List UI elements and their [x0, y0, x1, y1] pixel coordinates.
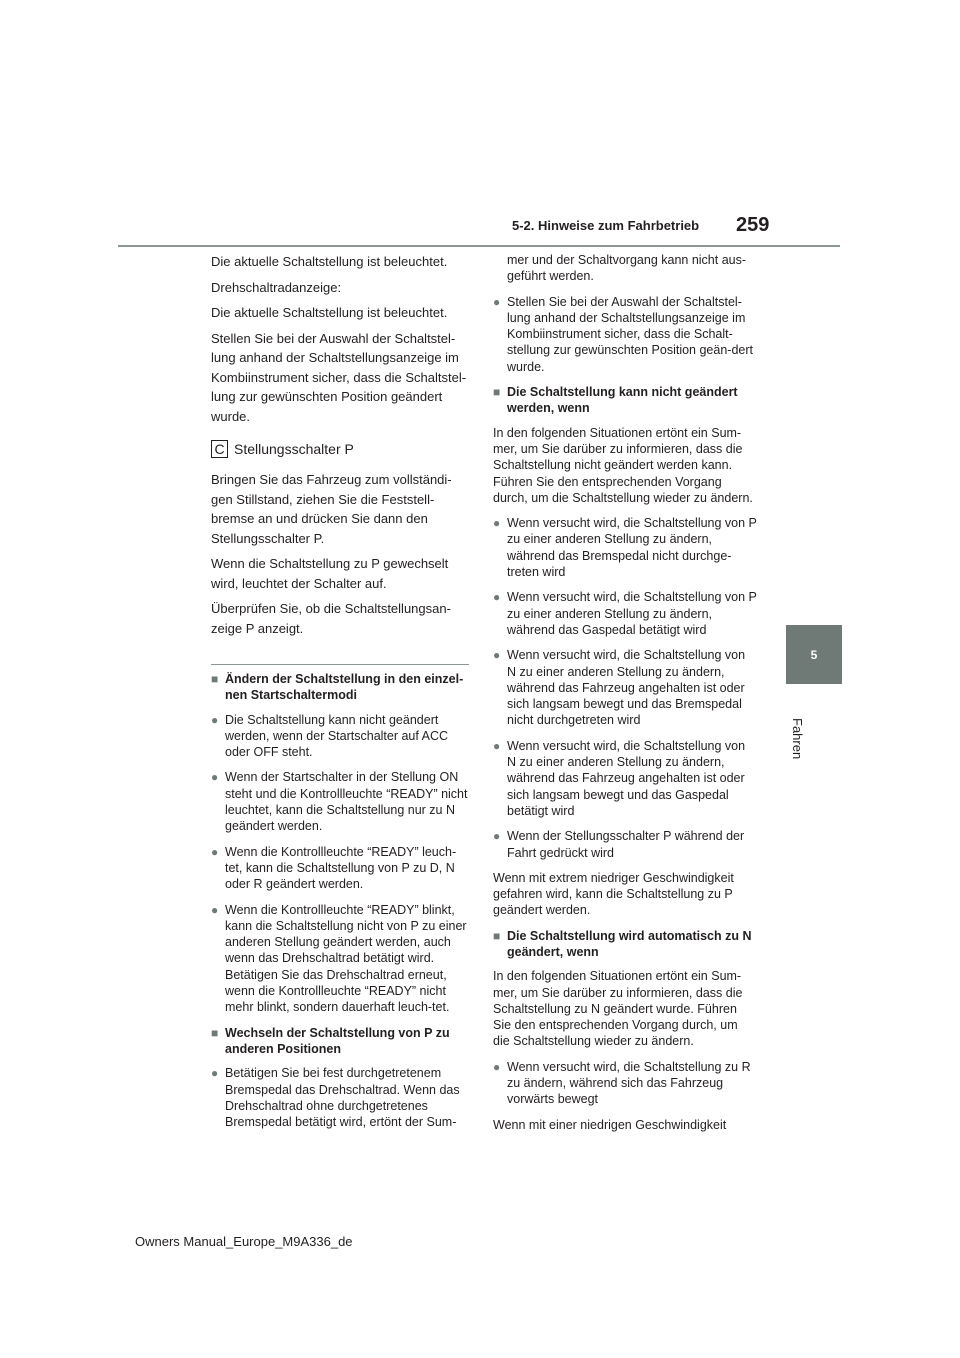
header-section-title: 5-2. Hinweise zum Fahrbetrieb	[512, 218, 700, 233]
section-divider	[211, 664, 469, 665]
subheading	[211, 671, 469, 704]
bullet-text: Wenn versucht wird, die Schaltstellung von N zu einer anderen Stellung zu ändern, während das Fahrzeug angehalten ist oder sich langsam bewegt und das Bremspedal nicht durchgetreten wird	[507, 648, 746, 728]
circle-bullet-icon: ●	[493, 590, 501, 605]
square-bullet-icon: ■	[211, 1025, 219, 1040]
circle-bullet-icon: ●	[211, 1066, 219, 1081]
bullet-item	[493, 589, 757, 638]
circle-bullet-icon: ●	[493, 516, 501, 531]
intro-paragraph: Die aktuelle Schaltstellung ist beleuchtet.	[211, 305, 448, 320]
plain-paragraph: In den folgenden Situationen ertönt ein Sum-mer, um Sie darüber zu informieren, dass die Schaltstellung nicht geändert werden kann. Führen Sie den entsprechenden Vorgang durch, um die Schaltstellung wieder zu ändern.	[493, 425, 753, 505]
circle-bullet-icon: ●	[493, 829, 501, 844]
bullet-text: Wenn versucht wird, die Schaltstellung zu R zu ändern, während sich das Fahrzeug vorwärts bewegt	[507, 1059, 751, 1107]
plain-paragraph: Wenn mit extrem niedriger Geschwindigkeit gefahren wird, kann die Schaltstellung zu P geändert werden.	[493, 870, 734, 918]
section-c-title: Stellungsschalter P	[234, 441, 354, 457]
bullet-text: Wenn versucht wird, die Schaltstellung von P zu einer anderen Stellung zu ändern, während das Bremspedal nicht durchge-treten wird	[507, 516, 757, 580]
bullet-item	[493, 294, 757, 375]
bullet-text: Die Schaltstellung kann nicht geändert werden, wenn der Startschalter auf ACC oder OFF steht.	[225, 712, 449, 760]
chapter-number: 5	[810, 647, 818, 662]
footer-text: Owners Manual_Europe_M9A336_de	[135, 1234, 353, 1249]
bullet-text: Wenn der Startschalter in der Stellung ON steht und die Kontrollleuchte “READY” nicht leuchtet, kann die Schaltstellung nur zu N geändert werden.	[225, 770, 468, 834]
square-bullet-icon: ■	[493, 385, 501, 400]
subheading	[211, 1025, 469, 1058]
bullet-item	[493, 738, 757, 819]
subheading-text: Die Schaltstellung kann nicht geändert werden, wenn	[507, 385, 738, 416]
chapter-label: Fahren	[790, 718, 805, 760]
section-c-paragraph: Wenn die Schaltstellung zu P gewechselt wird, leuchtet der Schalter auf.	[211, 556, 449, 591]
intro-paragraph: Stellen Sie bei der Auswahl der Schaltstel-lung anhand der Schaltstellungsanzeige im Kombiinstrument sicher, dass die Schaltstel-lung zur gewünschten Position geändert wurde.	[211, 330, 467, 424]
header-rule	[118, 245, 840, 247]
circle-bullet-icon: ●	[211, 712, 219, 727]
bullet-text: Wenn versucht wird, die Schaltstellung von N zu einer anderen Stellung zu ändern, während das Fahrzeug angehalten ist oder sich langsam bewegt und das Gaspedal betätigt wird	[507, 738, 746, 818]
bullet-item	[211, 844, 469, 893]
square-bullet-icon: ■	[211, 672, 219, 686]
square-bullet-icon: ■	[493, 928, 501, 943]
bullet-item	[493, 1059, 757, 1108]
bullet-item	[493, 828, 757, 861]
left-column	[211, 252, 469, 1139]
subheading-text: Ändern der Schaltstellung in den einzel-nen Startschaltermodi	[225, 672, 464, 703]
bullet-text: Wenn die Kontrollleuchte “READY” blinkt, kann die Schaltstellung nicht von P zu einer anderen Stellung geändert werden, auch wenn das Drehschaltrad betätigt wird. Betätigen Sie das Drehschaltrad erneut, wenn die Kontrollleuchte “READY” nicht mehr blinkt, sondern dauerhaft leuch-tet.	[225, 902, 467, 1015]
bullet-text: Stellen Sie bei der Auswahl der Schaltstel-lung anhand der Schaltstellungsanzeige im Kombiinstrument sicher, dass die Schalt-stellung zur gewünschten Position geän-dert wurde.	[507, 294, 753, 374]
circle-bullet-icon: ●	[493, 648, 501, 663]
bullet-item	[493, 647, 757, 728]
section-c-box: C	[211, 440, 228, 458]
plain-paragraph: Wenn mit einer niedrigen Geschwindigkeit	[493, 1117, 727, 1132]
section-c-heading	[211, 440, 469, 458]
bullet-item	[211, 712, 469, 761]
section-c-paragraph: Überprüfen Sie, ob die Schaltstellungsan-zeige P anzeigt.	[211, 601, 451, 636]
bullet-text: Wenn die Kontrollleuchte “READY” leuch-tet, kann die Schaltstellung von P zu D, N oder R geändert werden.	[225, 844, 457, 892]
subheading	[493, 928, 757, 961]
bullet-item	[211, 902, 469, 1016]
circle-bullet-icon: ●	[493, 294, 501, 309]
circle-bullet-icon: ●	[493, 1059, 501, 1074]
intro-paragraph: Die aktuelle Schaltstellung ist beleuchtet.	[211, 254, 448, 269]
bullet-continuation	[493, 252, 757, 285]
bullet-text: mer und der Schaltvorgang kann nicht aus-geführt werden.	[507, 253, 747, 284]
bullet-text: Wenn versucht wird, die Schaltstellung von P zu einer anderen Stellung zu ändern, während das Gaspedal betätigt wird	[507, 590, 757, 637]
intro-paragraph: Drehschaltradanzeige:	[211, 279, 342, 295]
chapter-tab[interactable]	[786, 625, 842, 684]
subheading-text: Wechseln der Schaltstellung von P zu anderen Positionen	[225, 1025, 450, 1056]
right-column	[493, 252, 757, 1142]
circle-bullet-icon: ●	[211, 844, 219, 859]
circle-bullet-icon: ●	[211, 902, 219, 917]
bullet-item	[211, 1065, 469, 1130]
bullet-text: Betätigen Sie bei fest durchgetretenem Bremspedal das Drehschaltrad. Wenn das Drehschaltrad ohne durchgetretenes Bremspedal betätigt wird, ertönt der Sum-	[225, 1066, 460, 1130]
section-c-paragraph: Bringen Sie das Fahrzeug zum vollständi-gen Stillstand, ziehen Sie die Feststell-bremse an und drücken Sie dann den Stellungsschalter P.	[211, 472, 452, 546]
bullet-item	[211, 769, 469, 834]
circle-bullet-icon: ●	[493, 738, 501, 753]
page-number: 259	[736, 214, 770, 236]
subheading-text: Die Schaltstellung wird automatisch zu N geändert, wenn	[507, 928, 752, 959]
circle-bullet-icon: ●	[211, 770, 219, 785]
subheading	[493, 384, 757, 417]
bullet-text: Wenn der Stellungsschalter P während der Fahrt gedrückt wird	[507, 829, 745, 860]
plain-paragraph: In den folgenden Situationen ertönt ein Sum-mer, um Sie darüber zu informieren, dass die Schaltstellung zu N geändert wurde. Führen Sie den entsprechenden Vorgang durch, um die Schaltstellung wieder zu ändern.	[493, 969, 743, 1049]
bullet-item	[493, 515, 757, 580]
